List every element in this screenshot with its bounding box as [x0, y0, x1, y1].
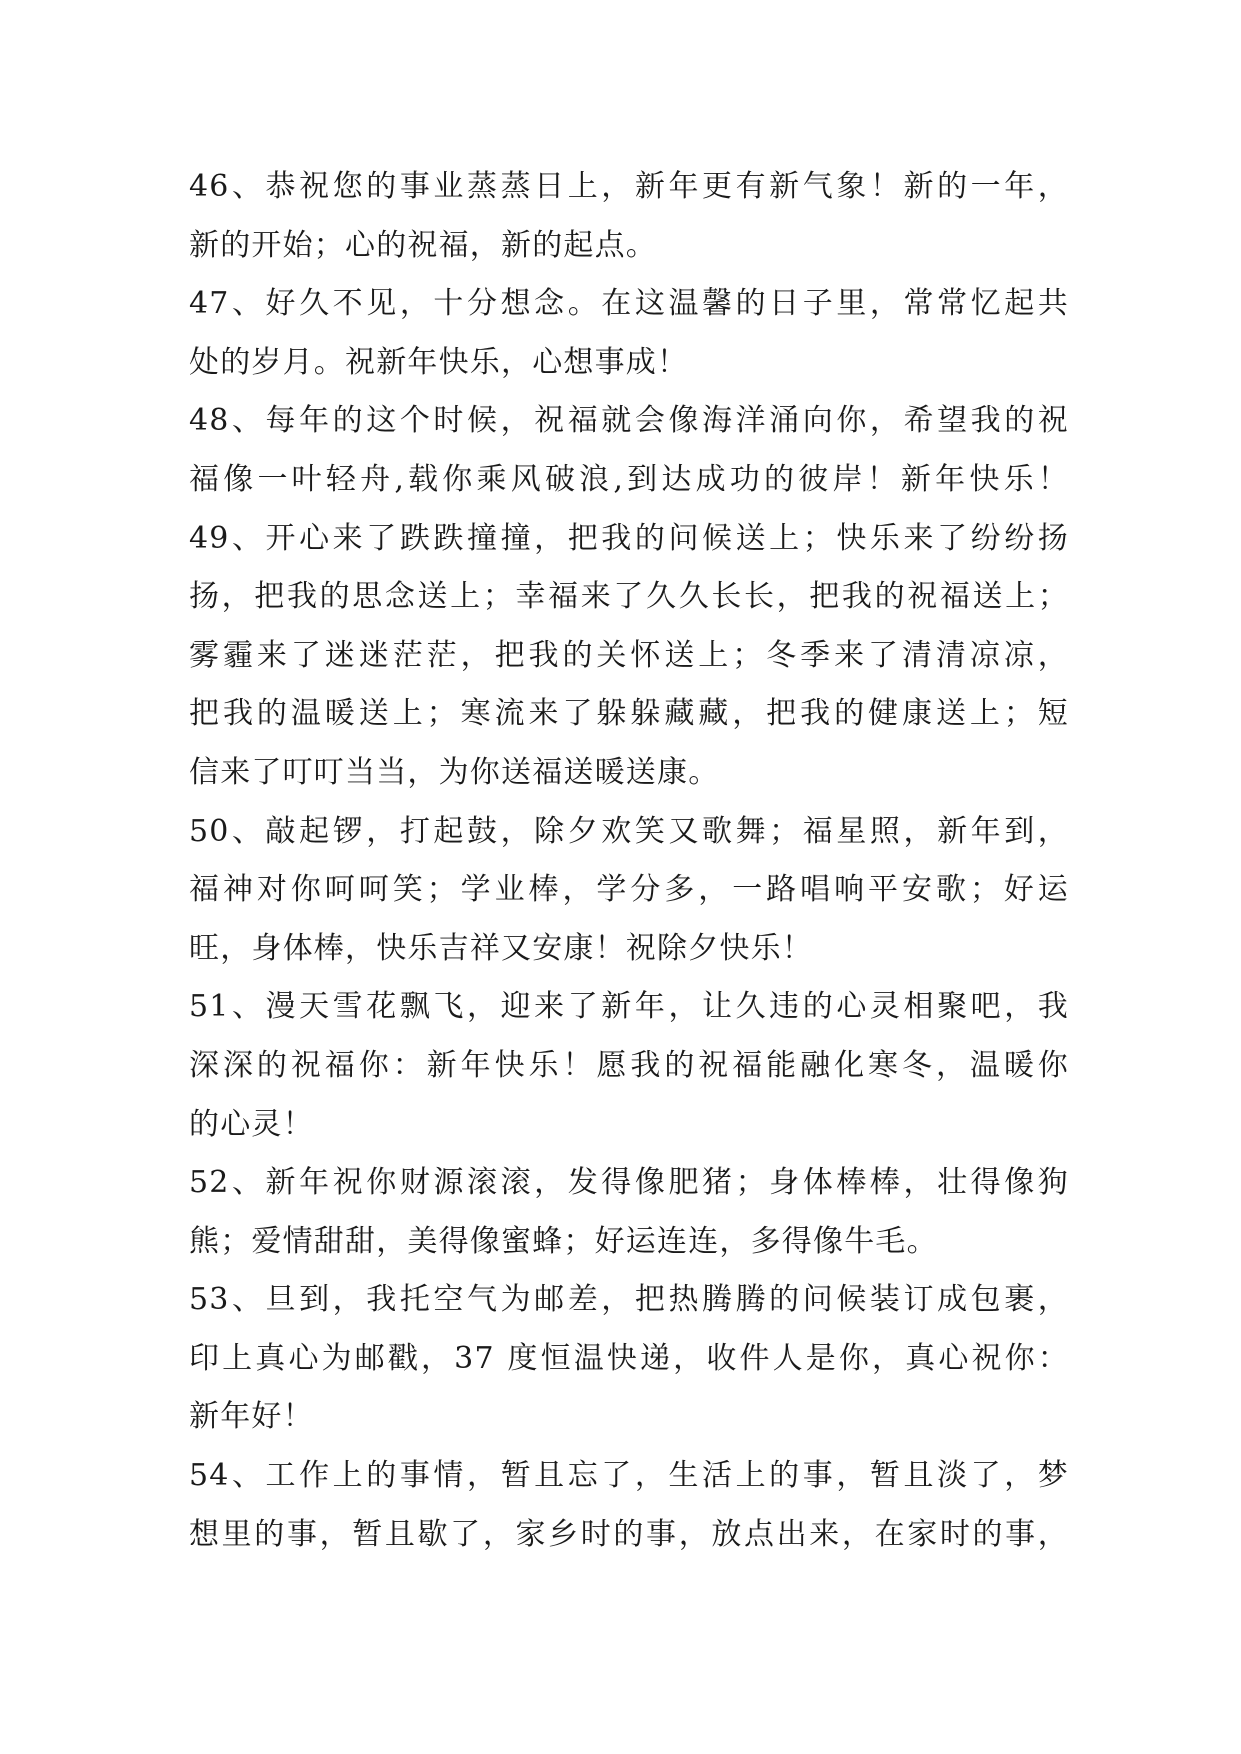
text-line: 扬，把我的思念送上；幸福来了久久长长，把我的祝福送上；	[189, 579, 1069, 615]
text-line: 深深的祝福你：新年快乐！愿我的祝福能融化寒冬，温暖你	[189, 1047, 1069, 1083]
text-line: 新的开始；心的祝福，新的起点。	[189, 227, 657, 263]
text-line: 50、敲起锣，打起鼓，除夕欢笑又歌舞；福星照，新年到，	[189, 813, 1069, 849]
text-line: 48、每年的这个时候，祝福就会像海洋涌向你，希望我的祝	[189, 403, 1069, 439]
text-line: 新年好！	[189, 1399, 314, 1435]
text-line: 54、工作上的事情，暂且忘了，生活上的事，暂且淡了，梦	[189, 1458, 1069, 1494]
text-line: 雾霾来了迷迷茫茫，把我的关怀送上；冬季来了清清凉凉，	[189, 637, 1069, 673]
text-line: 52、新年祝你财源滚滚，发得像肥猪；身体棒棒，壮得像狗	[189, 1165, 1069, 1201]
text-line: 旺，身体棒，快乐吉祥又安康！祝除夕快乐！	[189, 930, 813, 966]
text-line: 的心灵！	[189, 1106, 314, 1142]
text-line: 想里的事，暂且歇了，家乡时的事，放点出来，在家时的事，	[189, 1516, 1069, 1552]
greetings-text-block	[189, 158, 1069, 1564]
text-line: 处的岁月。祝新年快乐，心想事成！	[189, 344, 689, 380]
text-line: 信来了叮叮当当，为你送福送暖送康。	[189, 754, 720, 790]
text-line: 熊；爱情甜甜，美得像蜜蜂；好运连连，多得像牛毛。	[189, 1223, 938, 1259]
text-line: 福神对你呵呵笑；学业棒，学分多，一路唱响平安歌；好运	[189, 872, 1069, 908]
text-line: 49、开心来了跌跌撞撞，把我的问候送上；快乐来了纷纷扬	[189, 520, 1069, 556]
text-line: 印上真心为邮戳，37 度恒温快递，收件人是你，真心祝你：	[189, 1340, 1069, 1376]
text-line: 53、旦到，我托空气为邮差，把热腾腾的问候装订成包裹，	[189, 1282, 1069, 1318]
text-line: 福像一叶轻舟,载你乘风破浪,到达成功的彼岸！新年快乐！	[189, 461, 1069, 497]
text-line: 46、恭祝您的事业蒸蒸日上，新年更有新气象！新的一年，	[189, 169, 1069, 204]
text-line: 把我的温暖送上；寒流来了躲躲藏藏，把我的健康送上；短	[189, 696, 1069, 732]
text-line: 47、好久不见，十分想念。在这温馨的日子里，常常忆起共	[189, 286, 1069, 322]
text-line: 51、漫天雪花飘飞，迎来了新年，让久违的心灵相聚吧，我	[189, 989, 1069, 1025]
